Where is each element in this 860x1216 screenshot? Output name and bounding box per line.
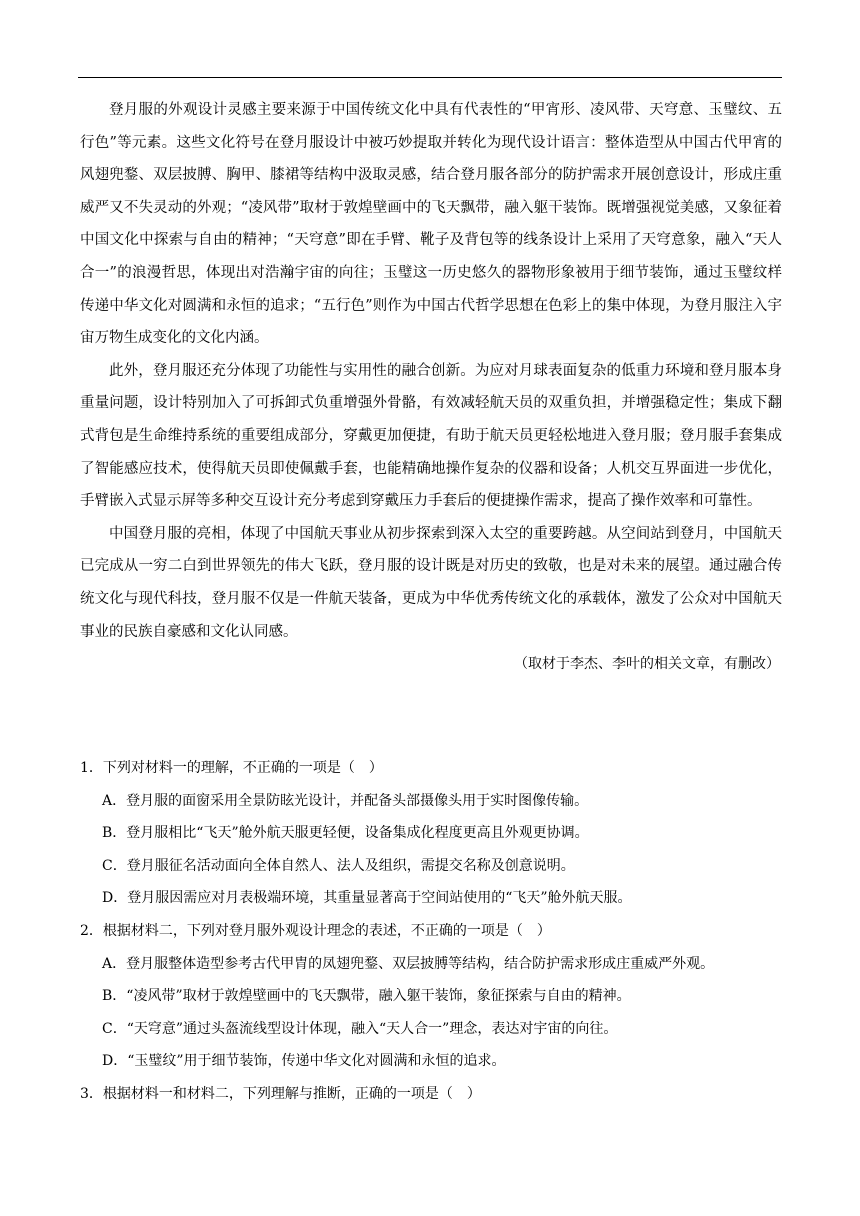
question-stem: 2．根据材料二，下列对登月服外观设计理念的表述，不正确的一项是（ ） bbox=[80, 922, 551, 939]
question-stem: 1．下列对材料一的理解，不正确的一项是（ ） bbox=[80, 760, 383, 776]
question-3 bbox=[80, 1078, 782, 1111]
questions bbox=[80, 752, 782, 1111]
option-a[interactable]: A．登月服整体造型参考古代甲胄的凤翅兜鍪、双层披膊等结构，结合防护需求形成庄重威严外观。 bbox=[102, 955, 715, 972]
article-paragraph: 登月服的外观设计灵感主要来源于中国传统文化中具有代表性的“甲宵形、凌风带、天穹意、玉璧纹、五行色”等元素。这些文化符号在登月服设计中被巧妙提取并转化为现代设计语言：整体造型从中国古代甲宵的风翅兜鍪、双层披膊、胸甲、膝裙等结构中汲取灵感，结合登月服各部分的防护需求开展创意设计，形成庄重威严又不失灵动的外观；“凌风带”取材于敦煌壁画中的飞天飘带，融入躯干装饰。既增强视觉美感，又象征着中国文化中探索与自由的精神；“天穹意”即在手臂、靴子及背包等的线条设计上采用了天穹意象，融入“天人合一”的浪漫哲思，体现出对浩瀚宇宙的向往；玉璧这一历史悠久的器物形象被用于细节装饰，通过玉璧纹样传递中华文化对圆满和永恒的追求；“五行色”则作为中国古代哲学思想在色彩上的集中体现，为登月服注入宇宙万物生成变化的文化内涵。 bbox=[80, 102, 782, 347]
source-note: （取材于李杰、李叶的相关文章，有删改） bbox=[514, 656, 780, 673]
question-2 bbox=[80, 915, 782, 1078]
article-paragraph: 此外，登月服还充分体现了功能性与实用性的融合创新。为应对月球表面复杂的低重力环境和登月服本身重量问题，设计特别加入了可拆卸式负重增强外骨骼，有效减轻航天员的双重负担，并增强稳定性；集成下翻式背包是生命维持系统的重要组成部分，穿戴更加便捷，有助于航天员更轻松地进入登月服；登月服手套集成了智能感应技术，使得航天员即使佩戴手套，也能精确地操作复杂的仪器和设备；人机交互界面进一步优化，手臂嵌入式显示屏等多种交互设计充分考虑到穿戴压力手套后的便捷操作需求，提高了操作效率和可靠性。 bbox=[80, 362, 782, 510]
option-b[interactable]: B．“凌风带”取材于敦煌壁画中的飞天飘带，融入躯干装饰，象征探索与自由的精神。 bbox=[102, 988, 631, 1005]
option-c[interactable]: C．登月服征名活动面向全体自然人、法人及组织，需提交名称及创意说明。 bbox=[102, 857, 575, 874]
article-paragraph: 中国登月服的亮相，体现了中国航天事业从初步探索到深入太空的重要跨越。从空间站到登月，中国航天已完成从一穷二白到世界领先的伟大飞跃，登月服的设计既是对历史的致敬，也是对未来的展望。通过融合传统文化与现代科技，登月服不仅是一件航天装备，更成为中华优秀传统文化的承载体，激发了公众对中国航天事业的民族自豪感和文化认同感。 bbox=[80, 525, 782, 640]
option-b[interactable]: B．登月服相比“飞天”舱外航天服更轻便，设备集成化程度更高且外观更协调。 bbox=[102, 825, 589, 842]
article bbox=[80, 94, 782, 680]
question-stem: 3．根据材料一和材料二，下列理解与推断，正确的一项是（ ） bbox=[80, 1085, 481, 1102]
option-c[interactable]: C．“天穹意”通过头盔流线型设计体现，融入“天人合一”理念，表达对宇宙的向往。 bbox=[102, 1020, 618, 1037]
question-1 bbox=[80, 752, 782, 915]
header-rule bbox=[78, 77, 782, 78]
option-d[interactable]: D．“玉璧纹”用于细节装饰，传递中华文化对圆满和永恒的追求。 bbox=[102, 1053, 506, 1070]
option-a[interactable]: A．登月服的面窗采用全景防眩光设计，并配备头部摄像头用于实时图像传输。 bbox=[102, 792, 589, 809]
option-d[interactable]: D．登月服因需应对月表极端环境，其重量显著高于空间站使用的“飞天”舱外航天服。 bbox=[102, 890, 632, 907]
